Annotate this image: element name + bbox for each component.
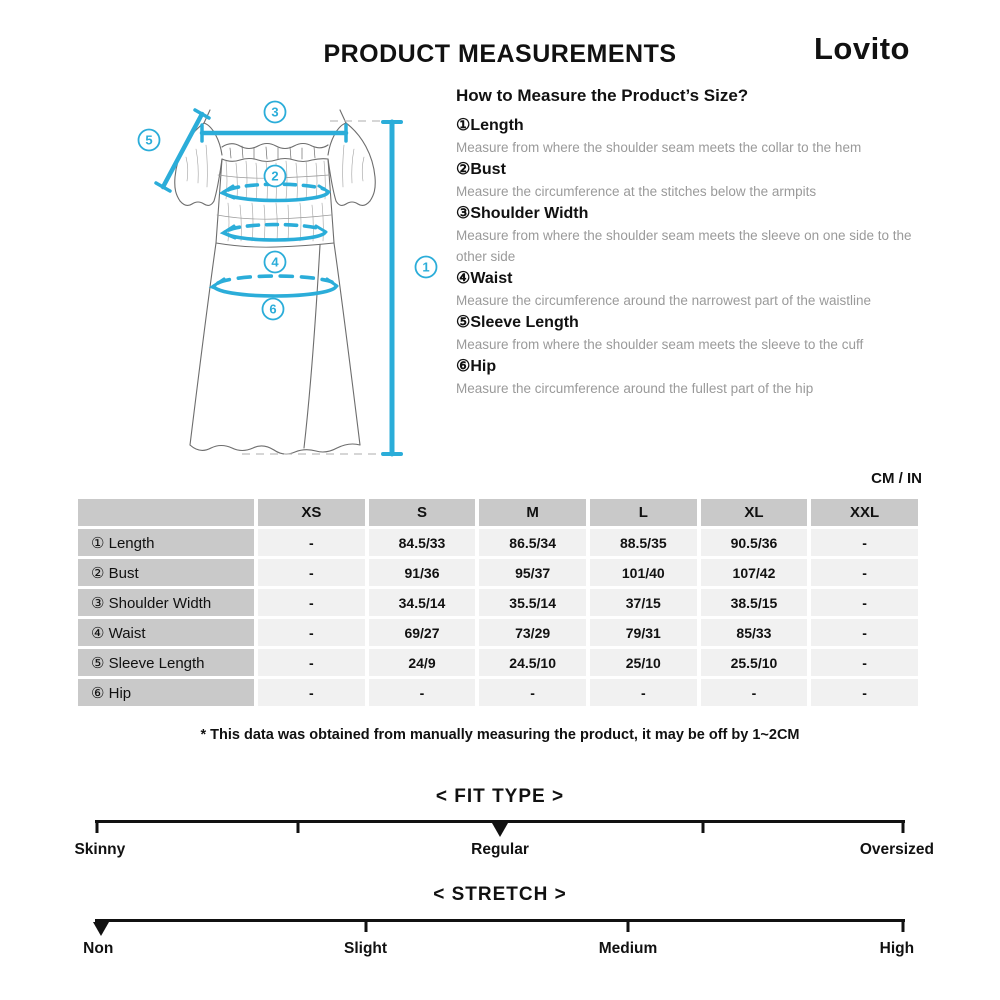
desc-length: Measure from where the shoulder seam meets the collar to the hem xyxy=(456,140,862,155)
stretch-scale xyxy=(95,919,905,937)
table-row-length xyxy=(78,529,918,556)
table-row-hip xyxy=(78,679,918,706)
cell: 73/29 xyxy=(479,619,586,646)
fit-type-title: < FIT TYPE > xyxy=(435,786,565,807)
badge-3: 3 xyxy=(271,104,279,120)
col-xs: XS xyxy=(258,499,365,526)
cell: - xyxy=(811,559,918,586)
table-row-sleeve-length xyxy=(78,649,918,676)
term-length: ①Length xyxy=(456,117,524,134)
cell: - xyxy=(811,529,918,556)
stretch-label-high: High xyxy=(879,940,915,957)
corner-cell xyxy=(78,499,254,526)
cell: 24.5/10 xyxy=(479,649,586,676)
col-xl: XL xyxy=(701,499,808,526)
desc-shoulder-width: Measure from where the shoulder seam meets the sleeve on one side to the other side xyxy=(456,228,912,264)
badge-2: 2 xyxy=(271,168,279,184)
fit-type-labels xyxy=(74,841,934,861)
desc-hip: Measure the circumference around the fullest part of the hip xyxy=(456,381,814,396)
term-waist: ④Waist xyxy=(456,270,513,287)
cell: - xyxy=(811,679,918,706)
stretch-tick xyxy=(626,919,629,932)
fit-type-marker-icon xyxy=(492,823,508,837)
desc-waist: Measure the circumference around the narrowest part of the waistline xyxy=(456,293,871,308)
fit-tick xyxy=(95,820,98,833)
col-xxl: XXL xyxy=(811,499,918,526)
stretch-marker-icon xyxy=(93,922,109,936)
cell: - xyxy=(258,649,365,676)
cell: 101/40 xyxy=(590,559,697,586)
cell: 107/42 xyxy=(701,559,808,586)
fit-tick xyxy=(902,820,905,833)
cell: 38.5/15 xyxy=(701,589,808,616)
term-sleeve-length: ⑤Sleeve Length xyxy=(456,314,579,331)
cell: 90.5/36 xyxy=(701,529,808,556)
fit-tick xyxy=(701,820,704,833)
term-bust: ②Bust xyxy=(456,161,506,178)
desc-sleeve-length: Measure from where the shoulder seam meets the sleeve to the cuff xyxy=(456,337,864,352)
cell: - xyxy=(479,679,586,706)
col-l: L xyxy=(590,499,697,526)
cell: 25.5/10 xyxy=(701,649,808,676)
cell: 69/27 xyxy=(369,619,476,646)
col-m: M xyxy=(479,499,586,526)
row-label: ③ Shoulder Width xyxy=(78,589,254,616)
cell: - xyxy=(811,649,918,676)
cell: - xyxy=(590,679,697,706)
stretch-tick xyxy=(902,919,905,932)
fit-tick xyxy=(296,820,299,833)
cell: - xyxy=(258,529,365,556)
badge-1: 1 xyxy=(422,259,430,275)
stretch-label-non: Non xyxy=(83,940,114,957)
row-label: ⑥ Hip xyxy=(78,679,254,706)
cell: 79/31 xyxy=(590,619,697,646)
table-row-waist xyxy=(78,619,918,646)
fit-label-regular: Regular xyxy=(471,841,529,858)
cell: 25/10 xyxy=(590,649,697,676)
brand-logo: Lovito xyxy=(814,31,910,66)
cell: 37/15 xyxy=(590,589,697,616)
row-label: ① Length xyxy=(78,529,254,556)
cell: 34.5/14 xyxy=(369,589,476,616)
fit-type-scale xyxy=(95,820,905,838)
stretch-tick xyxy=(364,919,367,932)
cell: 35.5/14 xyxy=(479,589,586,616)
cell: 88.5/35 xyxy=(590,529,697,556)
cell: - xyxy=(701,679,808,706)
cell: - xyxy=(811,619,918,646)
cell: - xyxy=(369,679,476,706)
badge-4: 4 xyxy=(271,254,279,270)
cell: - xyxy=(258,589,365,616)
how-to-heading: How to Measure the Product’s Size? xyxy=(456,86,749,105)
unit-label: CM / IN xyxy=(871,470,922,487)
table-row-bust xyxy=(78,559,918,586)
stretch-label-slight: Slight xyxy=(344,940,388,957)
fit-label-skinny: Skinny xyxy=(74,841,126,858)
stretch-labels xyxy=(83,940,915,960)
cell: 24/9 xyxy=(369,649,476,676)
stretch-label-medium: Medium xyxy=(598,940,658,957)
desc-bust: Measure the circumference at the stitches below the armpits xyxy=(456,184,817,199)
measurement-markers xyxy=(156,110,401,454)
cell: - xyxy=(258,619,365,646)
size-table-header-row xyxy=(78,499,918,526)
fit-label-oversized: Oversized xyxy=(859,841,934,858)
stretch-title: < STRETCH > xyxy=(433,884,567,905)
page-title: PRODUCT MEASUREMENTS xyxy=(323,40,677,68)
cell: 85/33 xyxy=(701,619,808,646)
col-s: S xyxy=(369,499,476,526)
cell: 86.5/34 xyxy=(479,529,586,556)
cell: 91/36 xyxy=(369,559,476,586)
cell: - xyxy=(258,679,365,706)
dress-measurement-diagram xyxy=(130,95,460,470)
term-shoulder-width: ③Shoulder Width xyxy=(456,205,589,222)
table-row-shoulder-width xyxy=(78,589,918,616)
size-table xyxy=(74,496,922,709)
row-label: ⑤ Sleeve Length xyxy=(78,649,254,676)
badge-6: 6 xyxy=(269,301,277,317)
cell: 95/37 xyxy=(479,559,586,586)
term-hip: ⑥Hip xyxy=(456,358,497,375)
cell: - xyxy=(258,559,365,586)
measurement-footnote: * This data was obtained from manually measuring the product, it may be off by 1~2CM xyxy=(200,727,800,743)
badge-5: 5 xyxy=(145,132,153,148)
row-label: ④ Waist xyxy=(78,619,254,646)
how-to-measure-section xyxy=(456,86,932,400)
row-label: ② Bust xyxy=(78,559,254,586)
dress-sketch xyxy=(175,110,376,454)
cell: - xyxy=(811,589,918,616)
leader-lines xyxy=(242,121,383,454)
cell: 84.5/33 xyxy=(369,529,476,556)
stretch-scale-bar xyxy=(95,919,905,922)
